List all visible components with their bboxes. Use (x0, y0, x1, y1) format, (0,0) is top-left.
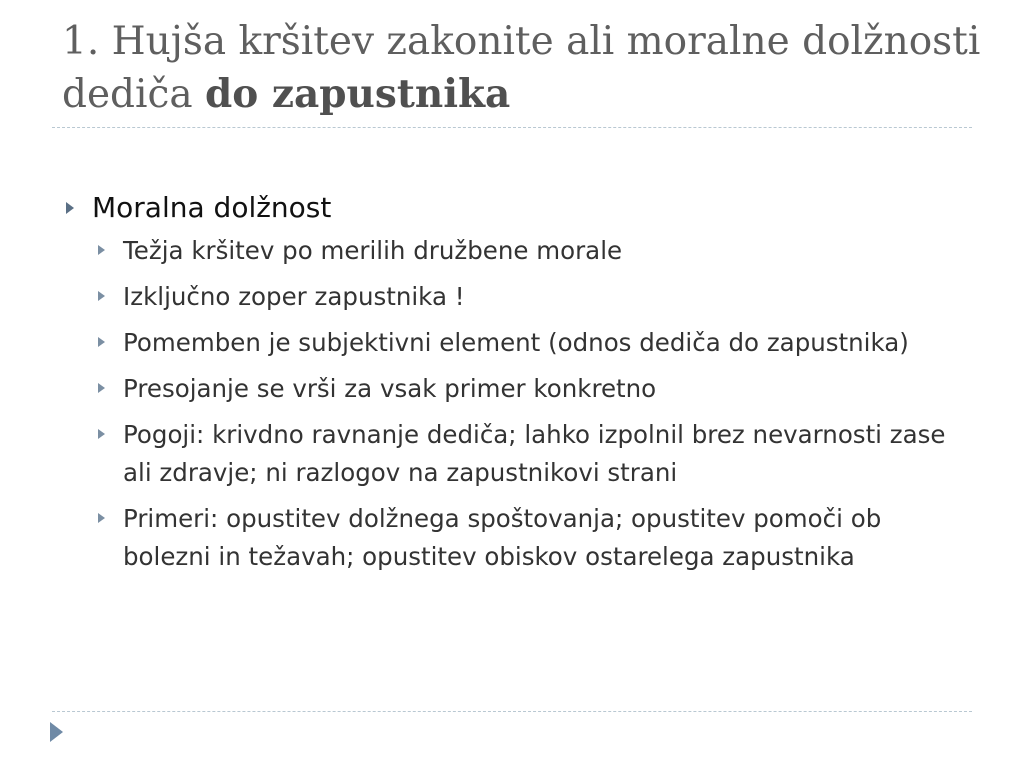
sub-bullet-item (62, 500, 962, 576)
sub-bullet-item (62, 324, 962, 362)
main-bullet (62, 188, 962, 228)
sub-bullet-item (62, 416, 962, 492)
sub-bullet-label: Izključno zoper zapustnika ! (123, 282, 465, 311)
sub-bullet-label: Pomemben je subjektivni element (odnos dediča do zapustnika) (123, 328, 909, 357)
sub-bullet-label: Težja kršitev po merilih družbene morale (123, 236, 623, 265)
sub-bullet-item (62, 278, 962, 316)
title-divider (52, 127, 972, 128)
triangle-bullet-icon (66, 202, 74, 214)
triangle-bullet-icon (98, 245, 105, 255)
slide-title-bold: do zapustnika (204, 71, 511, 117)
triangle-bullet-icon (98, 429, 105, 439)
slide-title (62, 16, 982, 121)
triangle-bullet-icon (98, 513, 105, 523)
slide-title-regular: 1. Hujša kršitev zakonite ali moralne dolžnosti dediča (62, 19, 981, 117)
sub-bullet-item (62, 370, 962, 408)
main-bullet-label: Moralna dolžnost (92, 191, 332, 224)
triangle-bullet-icon (98, 337, 105, 347)
play-arrow-icon[interactable] (50, 722, 63, 742)
triangle-bullet-icon (98, 291, 105, 301)
slide-body (62, 188, 962, 584)
sub-bullet-label: Pogoji: krivdno ravnanje dediča; lahko izpolnil brez nevarnosti zase ali zdravje; ni razlogov na zapustnikovi strani (123, 420, 946, 487)
sub-bullet-list (62, 232, 962, 576)
sub-bullet-label: Primeri: opustitev dolžnega spoštovanja; opustitev pomoči ob bolezni in težavah; opustitev obiskov ostarelega zapustnika (123, 504, 882, 571)
sub-bullet-label: Presojanje se vrši za vsak primer konkretno (123, 374, 657, 403)
sub-bullet-item (62, 232, 962, 270)
footer-divider (52, 711, 972, 712)
triangle-bullet-icon (98, 383, 105, 393)
